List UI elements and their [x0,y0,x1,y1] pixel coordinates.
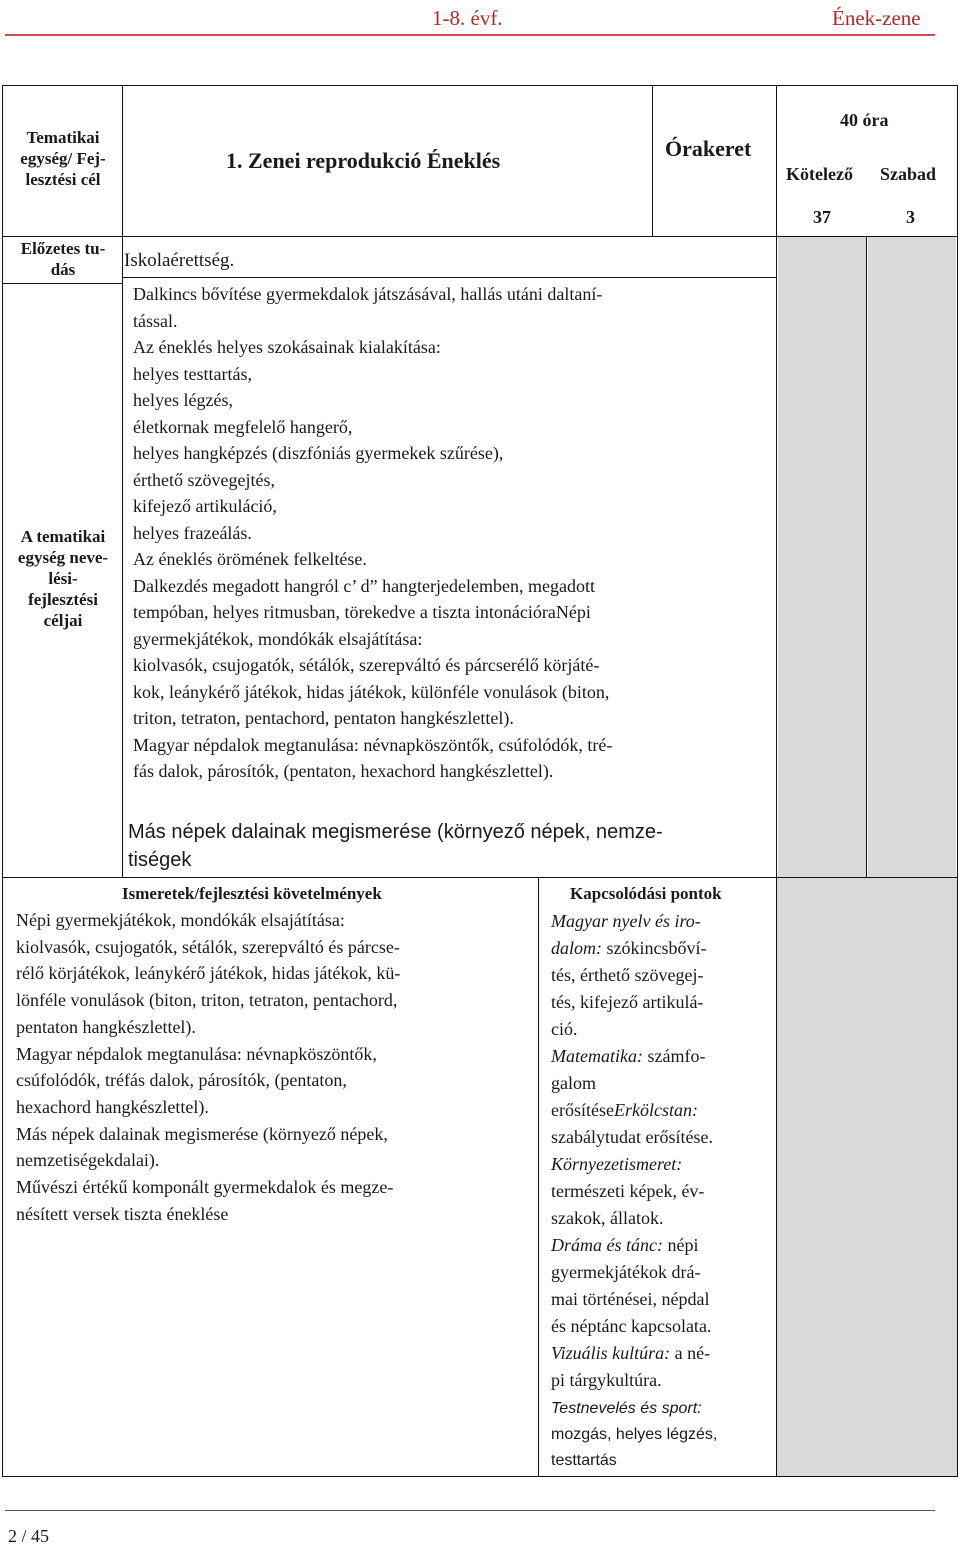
label-goals: A tematikai egység neve- lési- fejlesztési céljai [17,527,109,630]
table-line-header-bottom [2,236,958,237]
unit-title: 1. Zenei reprodukció Éneklés [226,148,501,173]
table-line-prior-bottom [2,283,122,284]
gray-fill-required [778,237,866,877]
total-hours: 40 óra [840,110,889,130]
table-line-req-col [538,878,539,1477]
table-line-prior-bottom-right [122,277,776,278]
table-line-label-col [122,85,123,878]
table-border-left [2,85,3,1477]
required-hours: 37 [813,207,831,227]
footer-rule [5,1510,935,1511]
page-number: 2 / 45 [8,1526,50,1546]
header-grade: 1-8. évf. [432,6,503,30]
gray-fill-free [868,237,956,877]
table-border-bottom [2,1476,958,1477]
requirements-text: Népi gyermekjátékok, mondókák elsajátítása: kiolvasók, csujogatók, sétálók, szerepváltó és párcse- rélő körjátékok, leánykérő játékok, hidas játékok, kü- lönféle vonulások (biton, triton, tetraton, pentachord, pentaton hangkészlettel). Magyar népdalok megtanulása: névnapköszöntők, csúfolódók, tréfás dalok, párosítók, (pentaton, hexachord hangkészlettel). Más népek dalainak megismerése (környező népek, nemzetiségekdalai). Művészi értékű komponált gyermekdalok és megze- nésített versek tiszta éneklése [16,910,401,1224]
table-line-goals-bottom [2,877,958,878]
label-unit: Tematikai egység/ Fej- lesztési cél [20,128,106,189]
header-subject: Ének-zene [832,6,921,30]
table-line-hours-split [866,237,867,878]
time-frame-label: Órakeret [665,136,752,161]
gray-fill-bottom [776,878,957,1476]
label-prior: Előzetes tu- dás [20,239,106,279]
prior-knowledge-text: Iskolaérettség. [124,250,235,271]
table-border-right [957,85,958,1477]
table-line-timeframe-col [652,85,653,237]
free-label: Szabad [880,164,937,184]
header-rule [5,34,935,36]
connection-points: Magyar nyelv és iro- dalom: szókincsbőví- tés, érthető szövegej- tés, kifejező artikulá- ció. Matematika: számfo- galom erősítéseErkölcstan: szabálytudat erősítése. Környezetismeret: természeti képek, év- szakok, állatok. Dráma és tánc: népi gyermekjátékok drá- mai történései, népdal és néptánc kapcsolata. Vizuális kultúra: a né- pi tárgykultúra. Testnevelés és sport: mozgás, helyes légzés, testtartás [551,911,718,1469]
table-line-hours-col [776,85,777,1477]
required-label: Kötelező [786,164,853,184]
free-hours: 3 [906,207,915,227]
goals-text: Dalkincs bővítése gyermekdalok játszásával, hallás utáni daltaní- tással. Az éneklés helyes szokásainak kialakítása: helyes testtartás, helyes légzés, életkornak megfelelő hangerő, helyes hangképzés (diszfóniás gyermekek szűrése), érthető szövegejtés, kifejező artikuláció, helyes frazeálás. Az éneklés örömének felkeltése. Dalkezdés megadott hangról c’ d” hangterjedelemben, megadott tempóban, helyes ritmusban, törekedve a tiszta intonációraNépi gyermekjátékok, mondókák elsajátítása: kiolvasók, csujogatók, sétálók, szerepváltó és párcserélő körjáté- kok, leánykérő játékok, hidas játékok, különféle vonulások (biton, triton, tetraton, pentachord, pentaton hangkészlettel). Magyar népdalok megtanulása: névnapköszöntők, csúfolódók, tré- fás dalok, párosítók, (pentaton, hexachord hangkészlettel). [133,284,613,781]
conn-header: Kapcsolódási pontok [570,884,722,903]
goals-text-sans: Más népek dalainak megismerése (környező népek, nemze- tiségek [128,821,663,871]
table-border-top [2,85,958,86]
req-header: Ismeretek/fejlesztési követelmények [122,884,382,903]
